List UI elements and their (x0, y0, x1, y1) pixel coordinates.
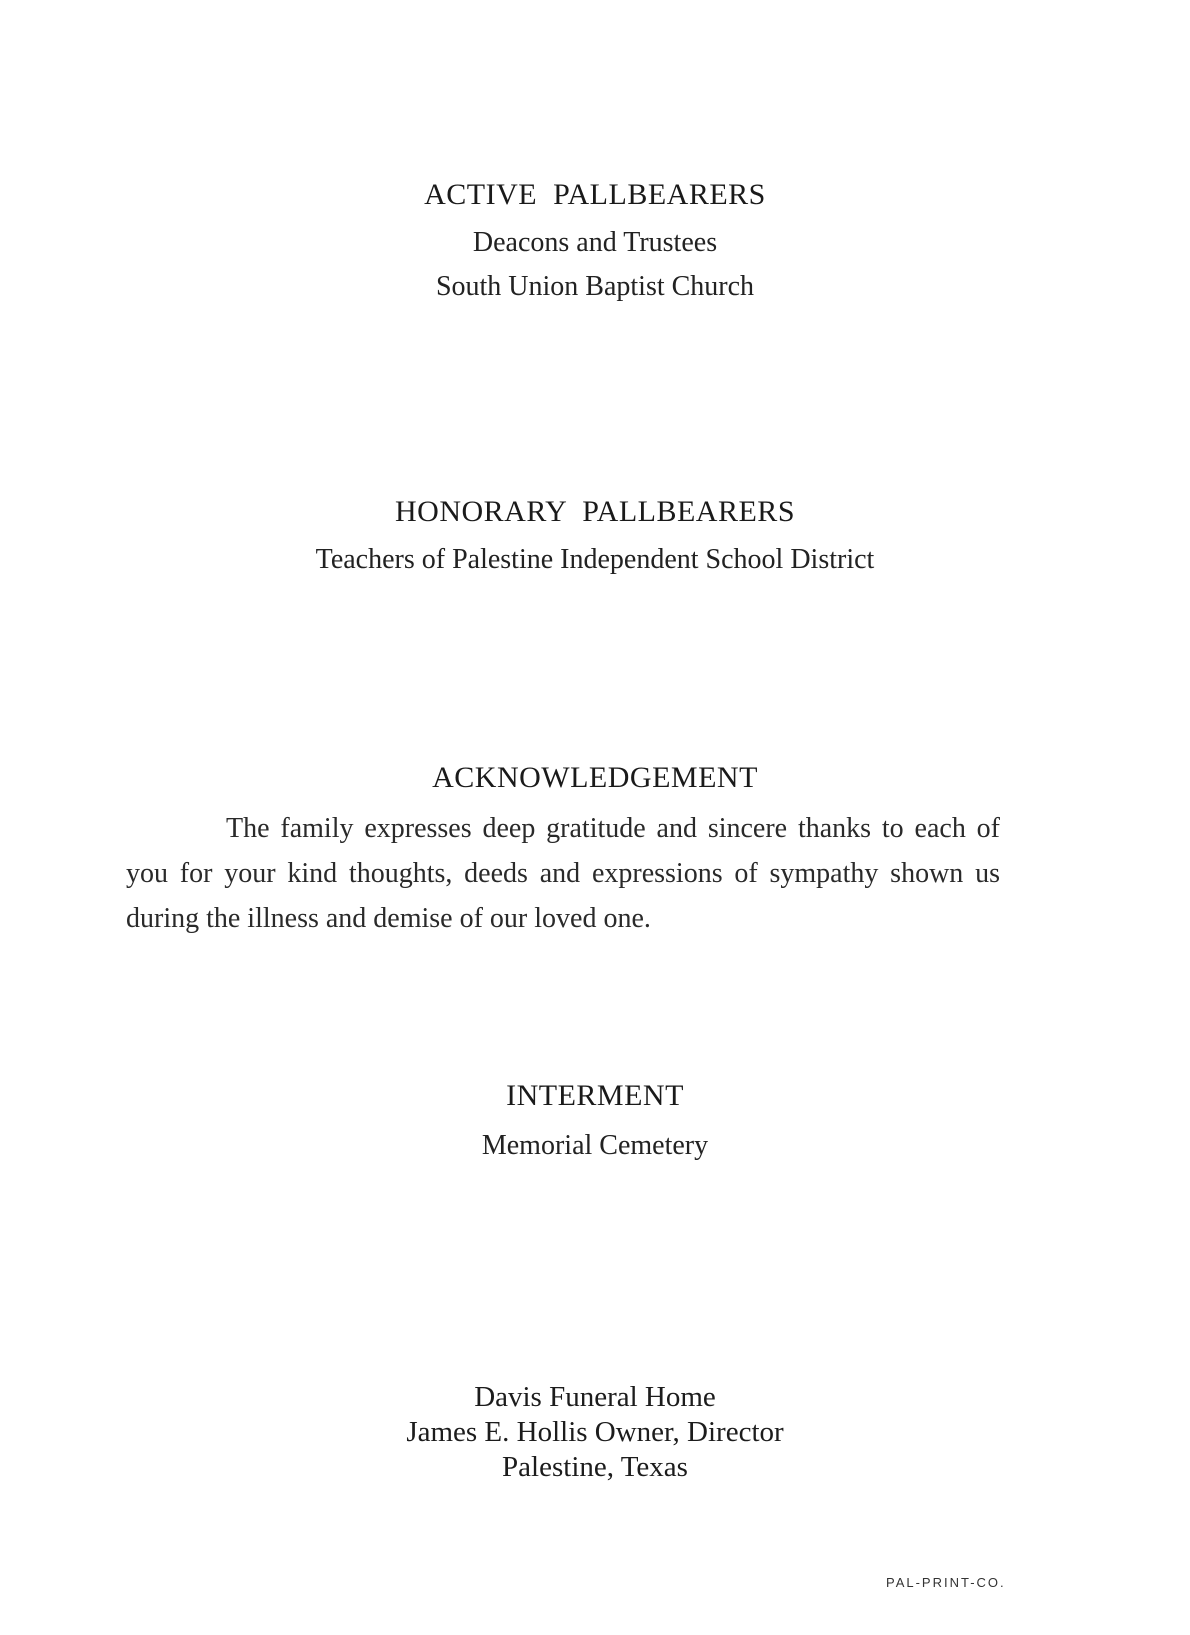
honorary-pallbearers-line: Teachers of Palestine Independent School District (315, 544, 875, 575)
interment-heading: INTERMENT (506, 1079, 684, 1112)
active-pallbearers-line: South Union Baptist Church (435, 271, 755, 302)
printer-mark: PAL-PRINT-CO. (886, 1575, 1006, 1590)
funeral-home-name: Davis Funeral Home (474, 1381, 716, 1413)
acknowledgement-heading: ACKNOWLEDGEMENT (432, 761, 758, 794)
funeral-home-location: Palestine, Texas (502, 1451, 688, 1483)
interment-section (0, 1078, 1190, 1168)
active-pallbearers-heading: ACTIVE PALLBEARERS (424, 178, 766, 211)
acknowledgement-text: The family expresses deep gratitude and sincere thanks to each of you for your kind thoughts, deeds and expressions of sympathy shown us during the illness and demise of our loved one. (126, 813, 1000, 934)
interment-line: Memorial Cemetery (481, 1130, 709, 1161)
funeral-home-section (0, 1380, 1190, 1485)
honorary-pallbearers-heading: HONORARY PALLBEARERS (394, 495, 796, 528)
active-pallbearers-section (0, 177, 1190, 309)
funeral-home-director: James E. Hollis Owner, Director (406, 1416, 784, 1448)
acknowledgement-section (0, 760, 1190, 796)
honorary-pallbearers-section (0, 494, 1190, 582)
active-pallbearers-line: Deacons and Trustees (472, 227, 718, 258)
